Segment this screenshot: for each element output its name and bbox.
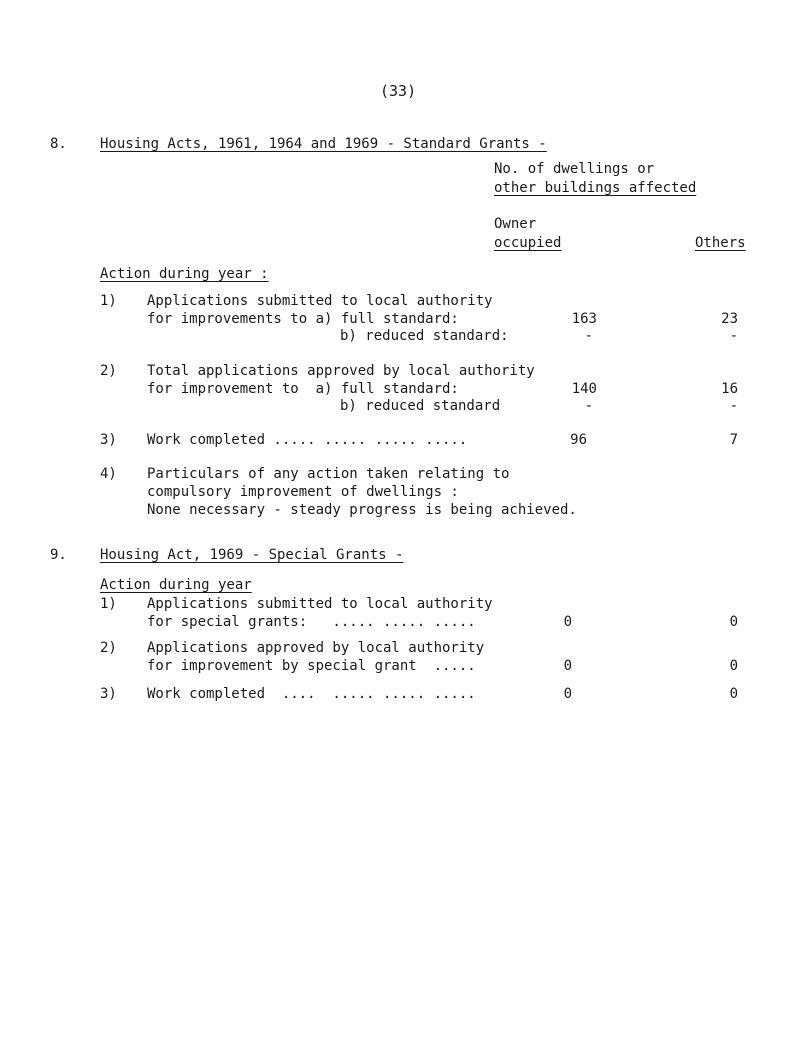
others-value: 7 <box>729 432 738 448</box>
section-9-heading: Housing Act, 1969 - Special Grants - <box>100 547 404 563</box>
item-number: 2) <box>100 363 117 379</box>
section-8-heading: Housing Acts, 1961, 1964 and 1969 - Standard Grants - <box>100 136 547 152</box>
column-group-line2: other buildings affected <box>494 180 697 196</box>
item-text-line: for improvements to a) full standard: <box>147 311 459 327</box>
others-value: 0 <box>729 658 738 674</box>
page-number: (33) <box>380 82 417 100</box>
owner-occupied-value: - <box>584 398 593 414</box>
column-others: Others <box>695 235 746 251</box>
item-text-line: b) reduced standard <box>340 398 501 414</box>
others-value: 0 <box>729 614 738 630</box>
item-text-line: for special grants: ..... ..... ..... <box>147 614 476 630</box>
owner-occupied-value: 140 <box>571 381 597 397</box>
owner-occupied-value: 0 <box>563 686 572 702</box>
owner-occupied-value: 96 <box>570 432 587 448</box>
section-9-number: 9. <box>50 547 67 563</box>
item-text-line: Applications approved by local authority <box>147 640 485 656</box>
owner-occupied-value: 163 <box>571 311 597 327</box>
others-value: 23 <box>721 311 738 327</box>
item-text-line: Total applications approved by local authority <box>147 363 535 379</box>
item-number: 3) <box>100 686 117 702</box>
item-number: 1) <box>100 596 117 612</box>
others-value: 16 <box>721 381 738 397</box>
owner-occupied-value: 0 <box>563 614 572 630</box>
item-text-line: Applications submitted to local authority <box>147 293 493 309</box>
section-8-action-heading: Action during year : <box>100 266 269 282</box>
item-number: 2) <box>100 640 117 656</box>
item-text-line: Applications submitted to local authority <box>147 596 493 612</box>
item-text-line: None necessary - steady progress is being achieved. <box>147 502 577 518</box>
item-text-line: b) reduced standard: <box>340 328 509 344</box>
column-group-line1: No. of dwellings or <box>494 161 655 177</box>
section-8-number: 8. <box>50 136 67 152</box>
item-text-line: for improvement by special grant ..... <box>147 658 476 674</box>
item-text-line: compulsory improvement of dwellings : <box>147 484 459 500</box>
owner-occupied-value: 0 <box>563 658 572 674</box>
item-number: 4) <box>100 466 117 482</box>
item-text-line: Work completed ..... ..... ..... ..... <box>147 432 468 448</box>
column-owner-line1: Owner <box>494 216 537 232</box>
section-9-action-heading: Action during year <box>100 577 252 593</box>
item-number: 1) <box>100 293 117 309</box>
others-value: - <box>729 398 738 414</box>
item-text-line: Particulars of any action taken relating to <box>147 466 510 482</box>
others-value: 0 <box>729 686 738 702</box>
column-owner-line2: occupied <box>494 235 562 251</box>
others-value: - <box>729 328 738 344</box>
item-text-line: Work completed .... ..... ..... ..... <box>147 686 476 702</box>
owner-occupied-value: - <box>584 328 593 344</box>
item-number: 3) <box>100 432 117 448</box>
item-text-line: for improvement to a) full standard: <box>147 381 459 397</box>
